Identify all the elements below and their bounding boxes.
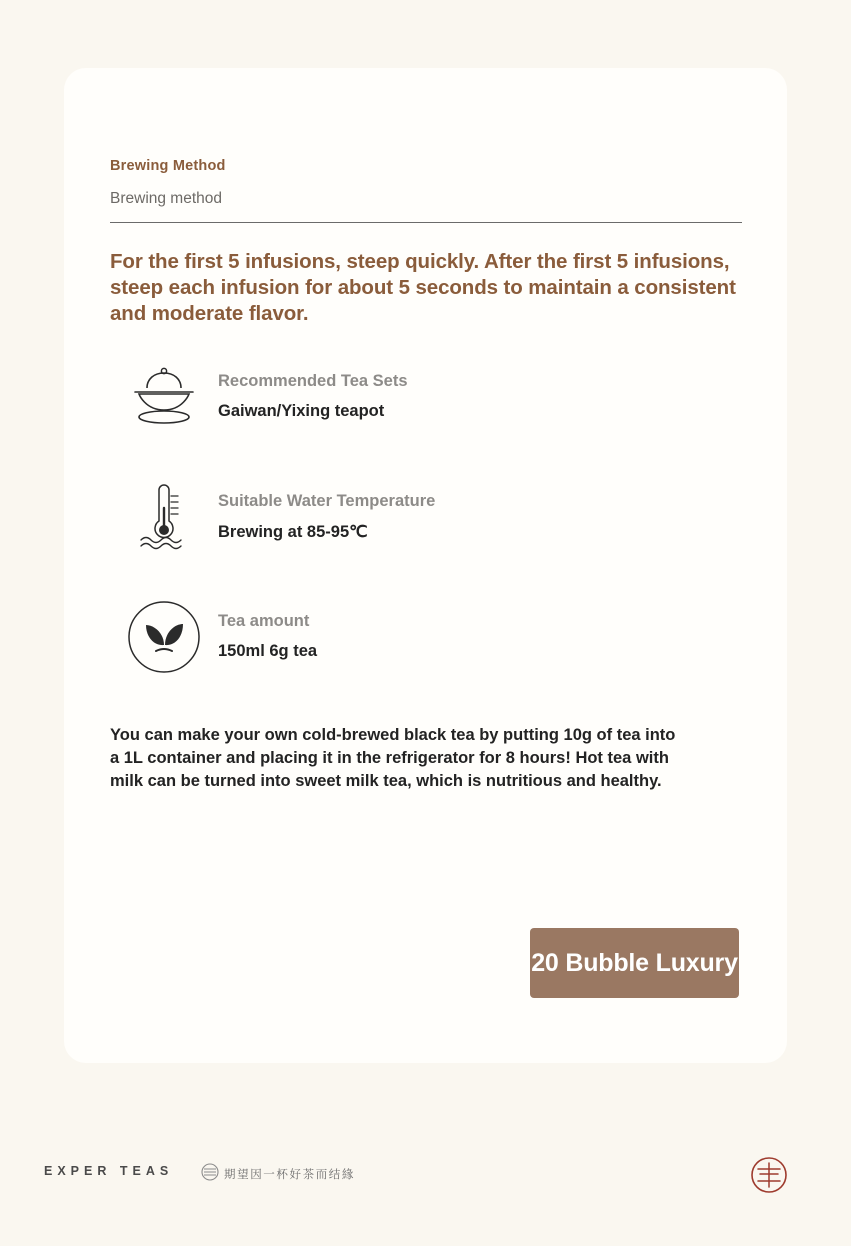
info-row-text [218, 372, 408, 421]
status-badge-label: 20 Bubble Luxury [531, 948, 738, 977]
brewing-headline: For the first 5 infusions, steep quickly. After the first 5 infusions, steep each infusion for about 5 seconds to maintain a consistent and moderate flavor. [110, 250, 736, 326]
content-card [64, 68, 787, 1063]
section-divider [110, 222, 742, 223]
info-row-water-temperature [110, 474, 742, 560]
thermometer-icon [110, 478, 218, 556]
info-row-title: Tea amount [218, 612, 310, 631]
section-subtitle: Brewing method [110, 190, 223, 207]
footer-tagline: 期望因一杯好茶而结緣 [224, 1169, 355, 1181]
info-row-text [218, 612, 317, 661]
info-row-value: 150ml 6g tea [218, 642, 318, 661]
footer-brand: EXPER TEAS [44, 1164, 174, 1178]
info-row-title: Recommended Tea Sets [218, 372, 408, 391]
gaiwan-icon [110, 366, 218, 428]
section-label: Brewing Method [110, 158, 226, 174]
footer [0, 1150, 851, 1210]
footer-divider-icon [200, 1163, 220, 1186]
tea-leaf-icon [110, 599, 218, 675]
info-row-value: Brewing at 85-95℃ [218, 522, 368, 541]
status-badge [530, 928, 739, 998]
info-row-tea-amount [110, 594, 742, 680]
card-inner [110, 158, 742, 792]
cold-brew-note: You can make your own cold-brewed black tea by putting 10g of tea into a 1L container and placing it in the refrigerator for 8 hours! Hot tea with milk can be turned into sweet milk tea, which is nutritious and healthy. [110, 725, 676, 790]
info-rows [110, 354, 742, 680]
info-row-title: Suitable Water Temperature [218, 491, 436, 510]
info-row-tea-sets [110, 354, 742, 440]
info-row-text [218, 492, 435, 542]
tea-seal-logo [746, 1152, 792, 1203]
info-row-value: Gaiwan/Yixing teapot [218, 402, 385, 421]
